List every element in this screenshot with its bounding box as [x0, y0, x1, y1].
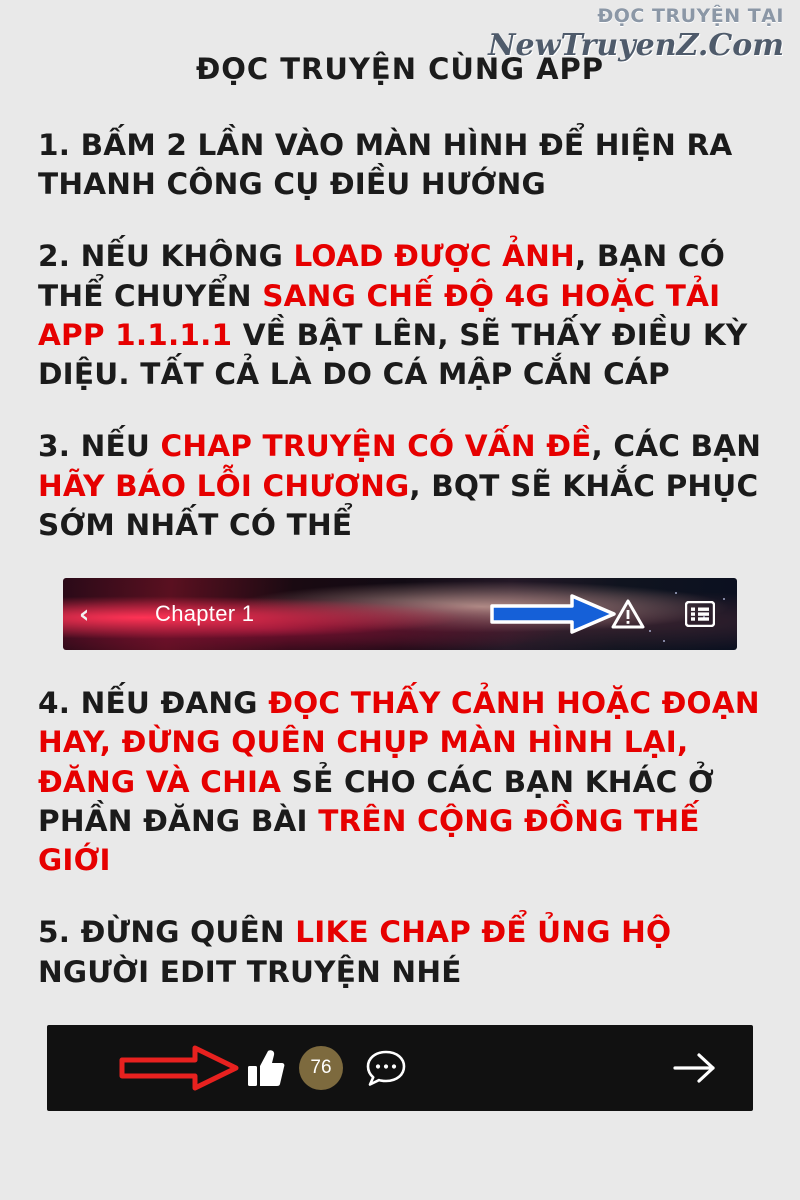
- instruction-2-seg-3: SANG CHẾ ĐỘ 4G HOẶC TẢI APP 1.1.1.1: [38, 278, 721, 352]
- instruction-4-seg-0: 4. NẾU ĐANG: [38, 686, 269, 721]
- instruction-item-4: [38, 684, 762, 880]
- right-arrow-icon: [488, 593, 618, 635]
- instruction-item-1: [38, 126, 762, 204]
- instruction-item-3: [38, 427, 762, 545]
- page-title: ĐỌC TRUYỆN CÙNG APP: [195, 52, 605, 86]
- previous-chapter-icon[interactable]: ‹: [79, 599, 90, 629]
- chapter-bar-illustration: [38, 578, 762, 650]
- instruction-2-seg-1: LOAD ĐƯỢC ẢNH: [293, 239, 575, 274]
- instruction-2-seg-0: 2. NẾU KHÔNG: [38, 239, 294, 274]
- instruction-item-2: [38, 237, 762, 394]
- next-arrow-icon[interactable]: [673, 1051, 717, 1085]
- site-watermark: [488, 6, 784, 62]
- instruction-5-seg-0: 5. ĐỪNG QUÊN: [38, 915, 296, 950]
- instruction-4-seg-2: SẺ CHO CÁC BẠN KHÁC Ở PHẦN ĐĂNG BÀI: [38, 764, 714, 838]
- instruction-3-seg-3: HÃY BÁO LỖI CHƯƠNG: [38, 468, 410, 503]
- instruction-1-seg-0: 1. BẤM 2 LẦN VÀO MÀN HÌNH ĐỂ HIỆN RA THANH CÔNG CỤ ĐIỀU HƯỚNG: [38, 128, 733, 202]
- watermark-top-line: ĐỌC TRUYỆN TẠI: [597, 5, 784, 27]
- instruction-3-seg-2: , CÁC BẠN: [591, 429, 762, 464]
- watermark-site-name: NewTruyenZ.Com: [488, 27, 784, 63]
- instruction-4-seg-1: ĐỌC THẤY CẢNH HOẶC ĐOẠN HAY, ĐỪNG QUÊN CHỤP MÀN HÌNH LẠI, ĐĂNG VÀ CHIA: [38, 686, 760, 799]
- like-count-badge: 76: [299, 1046, 343, 1090]
- instruction-5-seg-1: LIKE CHAP ĐỂ ỦNG HỘ: [295, 915, 672, 950]
- thumbs-up-icon[interactable]: [247, 1048, 285, 1088]
- instruction-3-seg-1: CHAP TRUYỆN CÓ VẤN ĐỀ: [160, 429, 592, 464]
- instruction-3-seg-4: , BQT SẼ KHẮC PHỤC SỚM NHẤT CÓ THỂ: [38, 468, 759, 542]
- instruction-2-seg-2: , BẠN CÓ THỂ CHUYỂN: [38, 239, 726, 313]
- instruction-item-5: [38, 913, 762, 991]
- comment-bubble-icon[interactable]: [365, 1049, 407, 1087]
- instruction-3-seg-0: 3. NẾU: [38, 429, 161, 464]
- red-right-arrow-icon: [119, 1044, 239, 1092]
- warning-triangle-icon[interactable]: [611, 599, 645, 629]
- chapter-navigation-bar[interactable]: [63, 578, 737, 650]
- bottom-toolbar-illustration: [0, 1025, 800, 1111]
- instructions-container: [0, 126, 800, 992]
- reader-bottom-toolbar[interactable]: [47, 1025, 753, 1111]
- instruction-4-seg-3: TRÊN CỘNG ĐỒNG THẾ GIỚI: [38, 803, 700, 878]
- instruction-5-seg-2: NGƯỜI EDIT TRUYỆN NHÉ: [38, 954, 462, 989]
- chapter-label: Chapter 1: [155, 601, 255, 627]
- chapter-list-icon[interactable]: [685, 601, 715, 627]
- instruction-2-seg-4: VỀ BẬT LÊN, SẼ THẤY ĐIỀU KỲ DIỆU. TẤT CẢ LÀ DO CÁ MẬP CẮN CÁP: [38, 317, 748, 392]
